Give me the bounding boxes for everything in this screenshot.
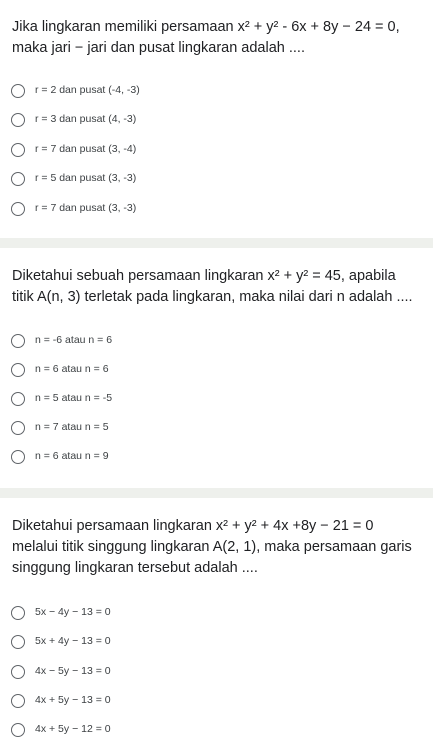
question-line: Diketahui persamaan lingkaran x² + y² + 4x +8y − 21 = 0 [12,518,374,534]
question-line: singgung lingkaran tersebut adalah .... [12,560,258,576]
radio-button[interactable] [11,113,25,127]
radio-button[interactable] [11,665,25,679]
option-label: r = 2 dan pusat (-4, -3) [35,84,140,96]
answer-option[interactable] [0,447,433,469]
option-label: n = 7 atau n = 5 [35,421,109,433]
option-label: n = -6 atau n = 6 [35,334,113,346]
answer-option[interactable] [0,603,433,625]
section-divider [0,238,433,248]
answer-option[interactable] [0,632,433,654]
answer-option[interactable] [0,81,433,103]
option-label: n = 6 atau n = 6 [35,363,109,375]
question-text [12,516,433,579]
option-label: 4x + 5y − 12 = 0 [35,723,111,735]
answer-option[interactable] [0,110,433,132]
answer-option[interactable] [0,691,433,713]
option-label: r = 7 dan pusat (3, -3) [35,202,137,214]
question-text [12,17,433,59]
question-line: maka jari − jari dan pusat lingkaran adalah .... [12,40,305,56]
option-label: r = 5 dan pusat (3, -3) [35,172,137,184]
radio-button[interactable] [11,363,25,377]
radio-button[interactable] [11,202,25,216]
answer-option[interactable] [0,331,433,353]
radio-button[interactable] [11,606,25,620]
question-text [12,266,433,308]
radio-button[interactable] [11,84,25,98]
radio-button[interactable] [11,635,25,649]
option-label: r = 3 dan pusat (4, -3) [35,113,137,125]
answer-option[interactable] [0,199,433,221]
radio-button[interactable] [11,392,25,406]
question-line: titik A(n, 3) terletak pada lingkaran, maka nilai dari n adalah .... [12,289,413,305]
question-line: melalui titik singgung lingkaran A(2, 1), maka persamaan garis [12,539,412,555]
answer-option[interactable] [0,169,433,191]
answer-option[interactable] [0,140,433,162]
option-label: 5x + 4y − 13 = 0 [35,635,111,647]
radio-button[interactable] [11,172,25,186]
option-label: 4x − 5y − 13 = 0 [35,665,111,677]
option-label: n = 5 atau n = -5 [35,392,113,404]
section-divider [0,488,433,498]
answer-option[interactable] [0,389,433,411]
option-label: 4x + 5y − 13 = 0 [35,694,111,706]
radio-button[interactable] [11,421,25,435]
answer-option[interactable] [0,418,433,440]
option-label: n = 6 atau n = 9 [35,450,109,462]
option-label: r = 7 dan pusat (3, -4) [35,143,137,155]
answer-option[interactable] [0,662,433,684]
option-label: 5x − 4y − 13 = 0 [35,606,111,618]
radio-button[interactable] [11,723,25,737]
answer-option[interactable] [0,720,433,742]
radio-button[interactable] [11,143,25,157]
radio-button[interactable] [11,450,25,464]
radio-button[interactable] [11,334,25,348]
question-line: Diketahui sebuah persamaan lingkaran x² + y² = 45, apabila [12,268,396,284]
question-line: Jika lingkaran memiliki persamaan x² + y² - 6x + 8y − 24 = 0, [12,19,400,35]
answer-option[interactable] [0,360,433,382]
radio-button[interactable] [11,694,25,708]
